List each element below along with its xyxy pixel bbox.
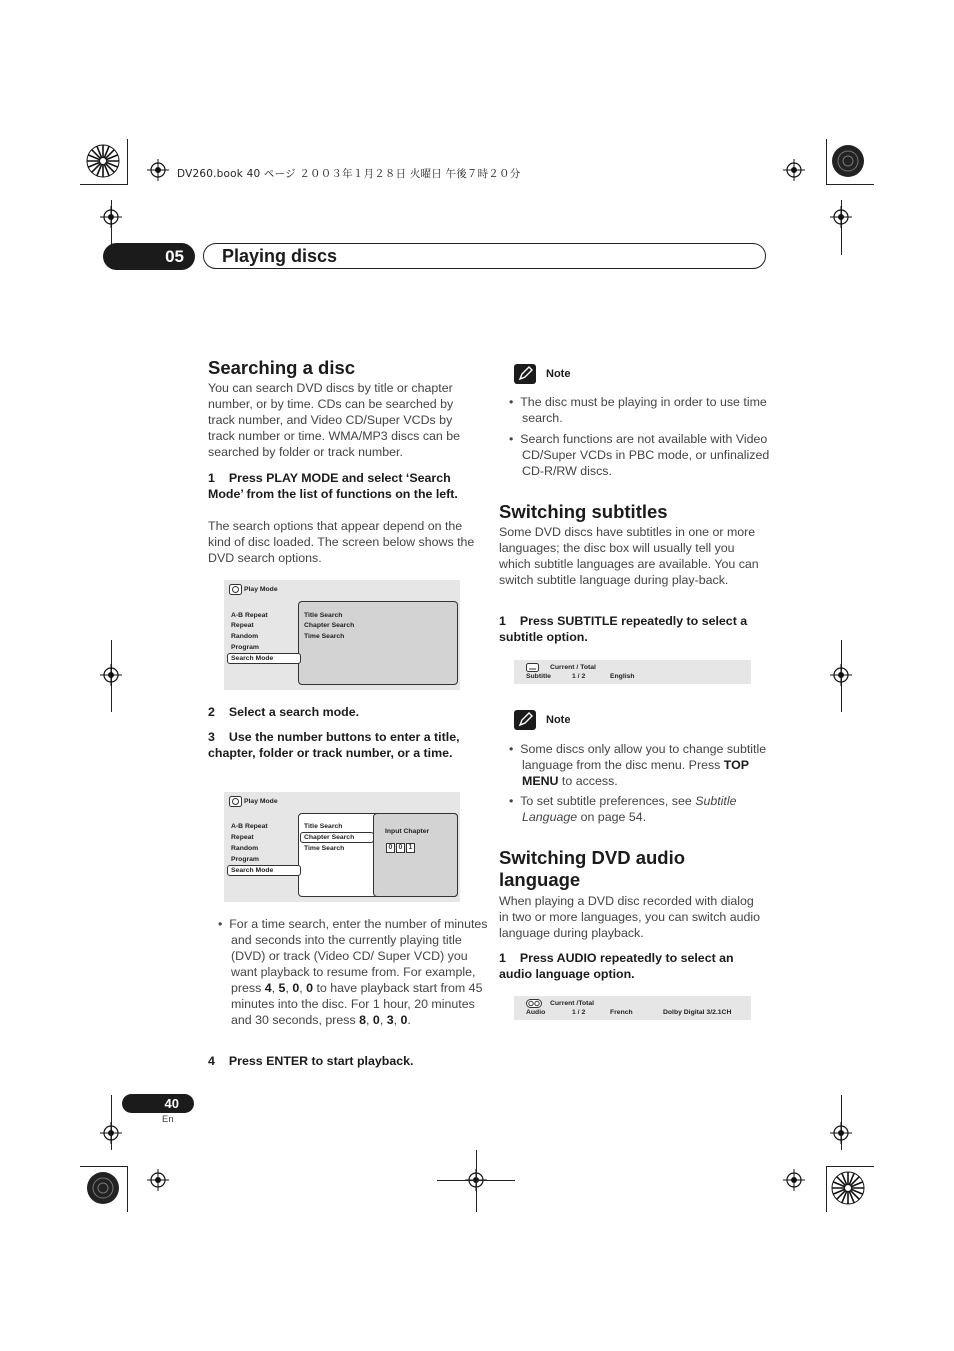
crosshair-mark-icon [147, 159, 169, 181]
osd-digit: 0 [386, 843, 395, 853]
note-item: • To set subtitle preferences, see Subtitle Language on page 54. [509, 794, 737, 824]
note-item: • Search functions are not available with Video CD/Super VCDs in PBC mode, or unfinalized CD-R/RW discs. [509, 432, 770, 478]
osd-label: Subtitle [526, 673, 551, 680]
searching-step-3: 3 Use the number buttons to enter a title, chapter, folder or track number, or a time. [208, 730, 460, 760]
note-icon [514, 710, 536, 730]
osd-digit: 1 [406, 843, 415, 853]
registration-starburst-icon [86, 144, 120, 178]
note-label: Note [546, 714, 571, 726]
osd-option: Title Search [304, 612, 343, 619]
osd-label: Audio [526, 1009, 546, 1016]
osd-play-mode [224, 580, 460, 690]
chapter-title: Playing discs [222, 246, 338, 266]
note-icon [514, 364, 536, 384]
osd-play-mode-input [224, 792, 460, 902]
subtitles-step-1: 1 Press SUBTITLE repeatedly to select a subtitle option. [499, 614, 748, 644]
registration-disc-icon [86, 1171, 120, 1205]
print-header: DV260.book 40 ページ ２００３年１月２８日 火曜日 午後７時２０分 [177, 168, 521, 180]
osd-menu-item-selected: Search Mode [231, 655, 274, 662]
disc-icon [229, 796, 242, 807]
searching-step-1-note: The search options that appear depend on the kind of disc loaded. The screen below shows the DVD search options. [208, 519, 475, 565]
osd-menu-item: Random [231, 845, 259, 852]
registration-disc-icon [831, 144, 865, 178]
osd-option: Time Search [304, 845, 345, 852]
section-heading-searching: Searching a disc [208, 357, 356, 378]
searching-step-2: 2 Select a search mode. [208, 705, 360, 719]
searching-intro: You can search DVD discs by title or chapter number, or by time. CDs can be searched by track number, and Video CD/Super VCDs by track number or time. WMA/MP3 discs can be searched by folder or track number. [208, 381, 461, 459]
osd-menu-item: Repeat [231, 622, 254, 629]
searching-step-4: 4 Press ENTER to start playback. [208, 1054, 414, 1068]
osd-count: 1 / 2 [572, 1009, 586, 1016]
section-heading-audio: Switching DVD audio language [499, 847, 686, 890]
osd-audio [514, 996, 751, 1020]
osd-input-panel [373, 813, 458, 897]
osd-title: Play Mode [244, 586, 278, 593]
osd-format: Dolby Digital 3/2.1CH [663, 1009, 732, 1016]
osd-menu-item: A-B Repeat [231, 823, 268, 830]
osd-option-selected: Chapter Search [304, 834, 355, 841]
osd-count: 1 / 2 [572, 673, 586, 680]
osd-header: Current / Total [550, 664, 596, 671]
section-heading-subtitles: Switching subtitles [499, 501, 668, 522]
osd-menu-item: A-B Repeat [231, 612, 268, 619]
registration-starburst-icon [831, 1171, 865, 1205]
crosshair-mark-icon [783, 159, 805, 181]
osd-option: Chapter Search [304, 622, 355, 629]
osd-value: French [610, 1009, 633, 1016]
osd-subtitle [514, 660, 751, 684]
chapter-number: 05 [103, 243, 195, 270]
osd-input-label: Input Chapter [385, 828, 430, 835]
searching-step-1: 1 Press PLAY MODE and select ‘Search Mode’ from the list of functions on the left. [208, 471, 458, 501]
osd-value: English [610, 673, 635, 680]
crosshair-mark-icon [783, 1169, 805, 1191]
disc-icon [229, 584, 242, 595]
subtitles-intro: Some DVD discs have subtitles in one or more languages; the disc box will usually tell you which subtitle languages are available. You can switch subtitle language during play-back. [499, 525, 759, 587]
page-language: En [162, 1114, 174, 1125]
crosshair-mark-icon [830, 206, 852, 228]
osd-option: Time Search [304, 633, 345, 640]
time-search-bullet: • For a time search, enter the number of minutes and seconds into the currently playing title (DVD) or track (Video CD/ Super VCD) you want playback to resume from. For example, press 4, 5, 0, 0 to have playback start from 45 minutes into the disc. For 1 hour, 20 minutes and 30 seconds, press 8, 0, 3, 0. [218, 917, 488, 1027]
osd-menu-item: Program [231, 856, 259, 863]
osd-title: Play Mode [244, 798, 278, 805]
audio-intro: When playing a DVD disc recorded with dialog in two or more languages, you can switch audio language during playback. [499, 894, 761, 940]
crosshair-mark-icon [100, 664, 122, 686]
crosshair-mark-icon [100, 206, 122, 228]
page-number: 40 [122, 1094, 194, 1113]
crosshair-mark-icon [147, 1169, 169, 1191]
audio-icon [526, 999, 542, 1008]
crosshair-mark-icon [100, 1122, 122, 1144]
note-item: • Some discs only allow you to change subtitle language from the disc menu. Press TOP MENU to access. [509, 742, 767, 788]
note-item: • The disc must be playing in order to use time search. [509, 395, 767, 425]
osd-digit: 0 [396, 843, 405, 853]
osd-menu-item-selected: Search Mode [231, 867, 274, 874]
osd-menu-item: Repeat [231, 834, 254, 841]
osd-menu-item: Random [231, 633, 259, 640]
chapter-title-bar [203, 243, 766, 269]
crosshair-mark-icon [830, 1122, 852, 1144]
crosshair-mark-icon [830, 664, 852, 686]
note-label: Note [546, 368, 571, 380]
osd-option: Title Search [304, 823, 343, 830]
subtitle-icon [526, 663, 539, 672]
osd-header: Current /Total [550, 1000, 595, 1007]
audio-step-1: 1 Press AUDIO repeatedly to select an audio language option. [499, 951, 734, 981]
osd-menu-item: Program [231, 644, 259, 651]
